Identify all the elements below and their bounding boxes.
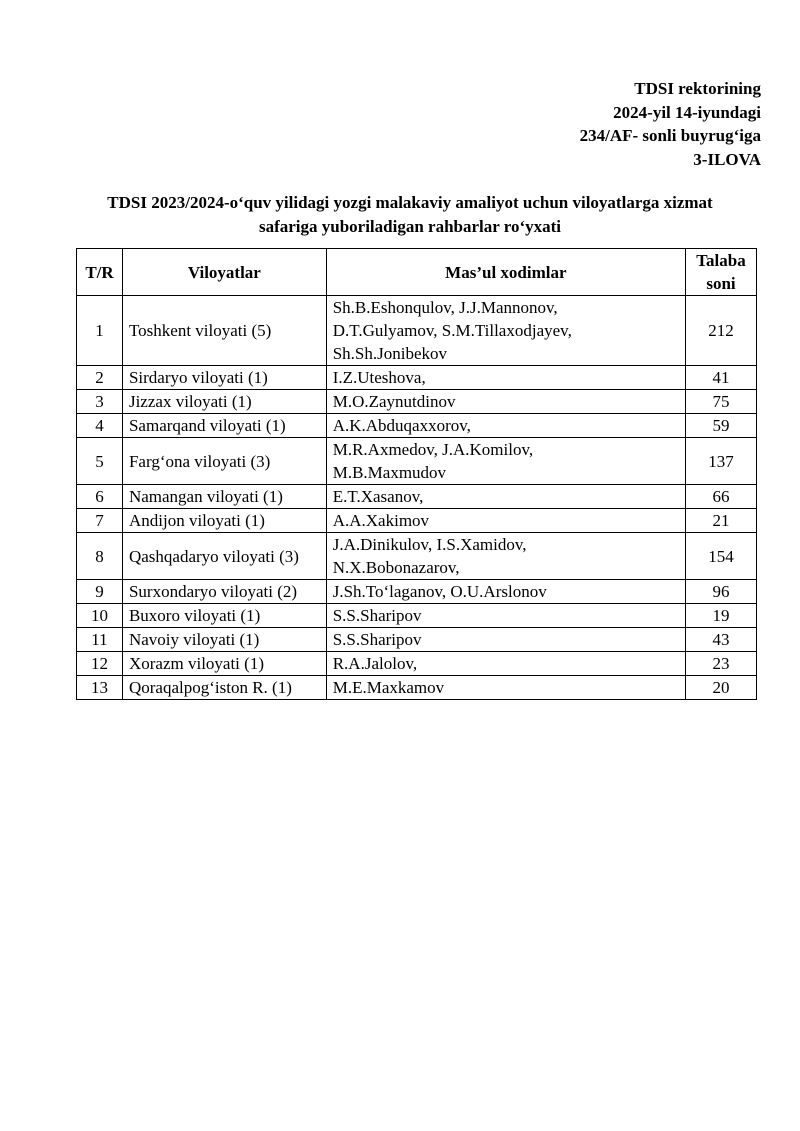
staff-line: R.A.Jalolov, xyxy=(332,654,418,673)
document-title-line-2: safariga yuboriladigan rahbarlar ro‘yxati xyxy=(258,217,562,236)
row-number: 1 xyxy=(77,296,123,366)
region-name: Qoraqalpog‘iston R. (1) xyxy=(122,676,326,700)
student-count: 96 xyxy=(686,580,757,604)
region-name: Sirdaryo viloyati (1) xyxy=(122,366,326,390)
staff-line: M.O.Zaynutdinov xyxy=(332,392,456,411)
row-number: 11 xyxy=(77,628,123,652)
column-header-region: Viloyatlar xyxy=(122,249,326,296)
table-row xyxy=(77,604,757,628)
header-line-order: 234/AF- sonli buyrug‘iga xyxy=(579,126,761,145)
staff-line: J.A.Dinikulov, I.S.Xamidov, xyxy=(332,535,527,554)
responsible-staff xyxy=(326,390,685,414)
table-row xyxy=(77,296,757,366)
student-count: 75 xyxy=(686,390,757,414)
table-row xyxy=(77,509,757,533)
document-title xyxy=(60,191,760,239)
student-count: 21 xyxy=(686,509,757,533)
responsible-staff xyxy=(326,533,685,580)
staff-line: M.R.Axmedov, J.A.Komilov, xyxy=(332,440,534,459)
staff-line: J.Sh.To‘laganov, O.U.Arslonov xyxy=(332,582,547,601)
staff-line: D.T.Gulyamov, S.M.Tillaxodjayev, xyxy=(332,321,572,340)
supervisors-table xyxy=(76,248,757,700)
header-line-date: 2024-yil 14-iyundagi xyxy=(613,102,761,122)
student-count: 137 xyxy=(686,438,757,485)
row-number: 6 xyxy=(77,485,123,509)
responsible-staff xyxy=(326,296,685,366)
responsible-staff xyxy=(326,628,685,652)
table-header-row xyxy=(77,249,757,296)
document-title-line-1: TDSI 2023/2024-o‘quv yilidagi yozgi malakaviy amaliyot uchun viloyatlarga xizmat xyxy=(107,193,713,212)
table-row xyxy=(77,580,757,604)
responsible-staff xyxy=(326,414,685,438)
region-name: Farg‘ona viloyati (3) xyxy=(122,438,326,485)
responsible-staff xyxy=(326,652,685,676)
region-name: Buxoro viloyati (1) xyxy=(122,604,326,628)
student-count: 59 xyxy=(686,414,757,438)
staff-line: S.S.Sharipov xyxy=(332,630,422,649)
table-row xyxy=(77,652,757,676)
table-row xyxy=(77,438,757,485)
staff-line: A.K.Abduqaxxorov, xyxy=(332,416,471,435)
student-count: 23 xyxy=(686,652,757,676)
row-number: 12 xyxy=(77,652,123,676)
row-number: 8 xyxy=(77,533,123,580)
responsible-staff xyxy=(326,485,685,509)
responsible-staff xyxy=(326,509,685,533)
region-name: Samarqand viloyati (1) xyxy=(122,414,326,438)
student-count: 154 xyxy=(686,533,757,580)
row-number: 9 xyxy=(77,580,123,604)
table-row xyxy=(77,533,757,580)
table-body xyxy=(77,296,757,700)
table-row xyxy=(77,485,757,509)
header-line-rector: TDSI rektorining xyxy=(634,79,761,98)
responsible-staff xyxy=(326,580,685,604)
header-line-appendix: 3-ILOVA xyxy=(693,149,761,169)
staff-line: M.E.Maxkamov xyxy=(332,678,445,697)
table-row xyxy=(77,628,757,652)
region-name: Qashqadaryo viloyati (3) xyxy=(122,533,326,580)
responsible-staff xyxy=(326,438,685,485)
staff-line: A.A.Xakimov xyxy=(332,511,430,530)
column-header-number: T/R xyxy=(77,249,123,296)
region-name: Toshkent viloyati (5) xyxy=(122,296,326,366)
student-count: 66 xyxy=(686,485,757,509)
region-name: Navoiy viloyati (1) xyxy=(122,628,326,652)
student-count: 20 xyxy=(686,676,757,700)
column-header-student-count-line-2: soni xyxy=(706,274,736,293)
row-number: 2 xyxy=(77,366,123,390)
staff-line: N.X.Bobonazarov, xyxy=(332,558,460,577)
region-name: Namangan viloyati (1) xyxy=(122,485,326,509)
staff-line: Sh.B.Eshonqulov, J.J.Mannonov, xyxy=(332,298,558,317)
staff-line: M.B.Maxmudov xyxy=(332,463,447,482)
staff-line: Sh.Sh.Jonibekov xyxy=(332,344,448,363)
column-header-student-count xyxy=(686,249,757,296)
table-row xyxy=(77,366,757,390)
responsible-staff xyxy=(326,676,685,700)
staff-line: S.S.Sharipov xyxy=(332,606,422,625)
row-number: 7 xyxy=(77,509,123,533)
responsible-staff xyxy=(326,604,685,628)
table-row xyxy=(77,414,757,438)
student-count: 41 xyxy=(686,366,757,390)
row-number: 4 xyxy=(77,414,123,438)
row-number: 10 xyxy=(77,604,123,628)
region-name: Surxondaryo viloyati (2) xyxy=(122,580,326,604)
row-number: 13 xyxy=(77,676,123,700)
region-name: Jizzax viloyati (1) xyxy=(122,390,326,414)
staff-line: E.T.Xasanov, xyxy=(332,487,424,506)
column-header-staff: Mas’ul xodimlar xyxy=(326,249,685,296)
row-number: 5 xyxy=(77,438,123,485)
column-header-student-count-line-1: Talaba xyxy=(696,251,746,270)
table-row xyxy=(77,676,757,700)
order-reference-block xyxy=(580,77,761,171)
student-count: 19 xyxy=(686,604,757,628)
region-name: Xorazm viloyati (1) xyxy=(122,652,326,676)
student-count: 43 xyxy=(686,628,757,652)
table-row xyxy=(77,390,757,414)
responsible-staff xyxy=(326,366,685,390)
staff-line: I.Z.Uteshova, xyxy=(332,368,426,387)
region-name: Andijon viloyati (1) xyxy=(122,509,326,533)
student-count: 212 xyxy=(686,296,757,366)
row-number: 3 xyxy=(77,390,123,414)
